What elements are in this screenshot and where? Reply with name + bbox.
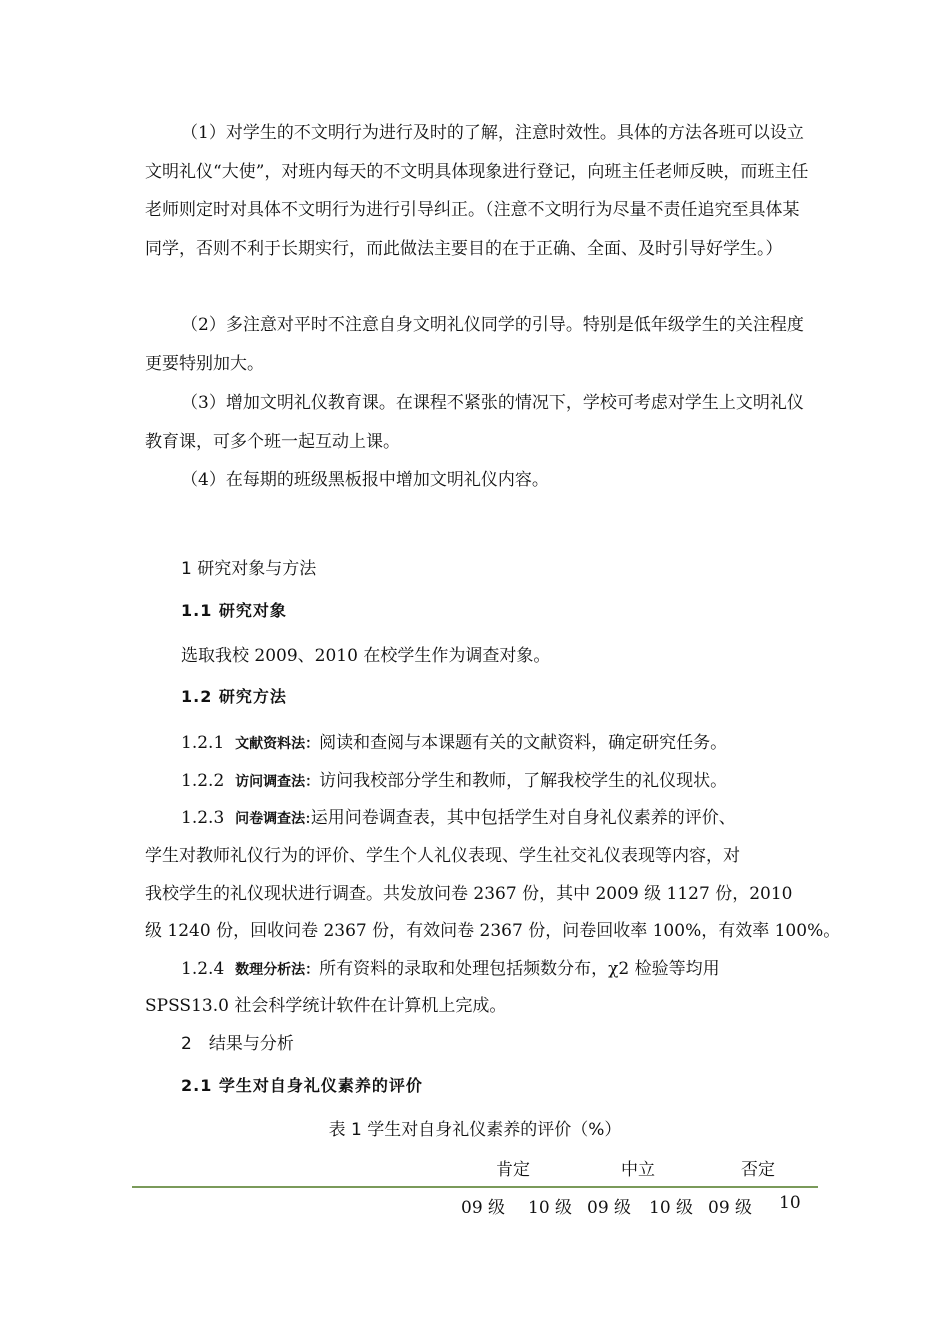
method-2-number: 1.2.2 bbox=[181, 771, 225, 791]
subsection-1-1-heading: 1.1 研究对象 bbox=[181, 601, 287, 620]
section-1-heading: 1 研究对象与方法 bbox=[181, 559, 317, 579]
section-2-heading: 2 结果与分析 bbox=[181, 1034, 294, 1054]
method-1-term: 文献资料法： bbox=[235, 736, 320, 752]
method-3-line-4: 级 1240 份，回收问卷 2367 份，有效问卷 2367 份，问卷回收率 100%，有效率 100%。 bbox=[145, 921, 841, 941]
table-subheader: 09 级 bbox=[461, 1198, 506, 1218]
method-1-text: 阅读和查阅与本课题有关的文献资料，确定研究任务。 bbox=[319, 733, 728, 753]
method-3-text-line-1: :运用问卷调查表，其中包括学生对自身礼仪素养的评价、 bbox=[305, 808, 736, 828]
method-4-text-line-1: 所有资料的录取和处理包括频数分布，χ2 检验等均用 bbox=[319, 959, 720, 979]
method-3-term: 问卷调查法 bbox=[235, 811, 306, 827]
table-subheader: 09 级 bbox=[587, 1198, 632, 1218]
table-subheader: 09 级 bbox=[708, 1198, 753, 1218]
paragraph-1: （1）对学生的不文明行为进行及时的了解，注意时效性。具体的方法各班可以设立文明礼仪“大使”，对班内每天的不文明具体现象进行登记，向班主任老师反映，而班主任老师则定时对具体不文明行为进行引导纠正。（注意不文明行为尽量不责任追究至具体某同学，否则不利于长期实行，而此做法主要目的在于正确、全面、及时引导好学生。） bbox=[145, 123, 809, 259]
method-1 bbox=[181, 728, 727, 753]
paragraph-4: （4）在每期的班级黑板报中增加文明礼仪内容。 bbox=[181, 470, 549, 490]
method-2-term: 访问调查法： bbox=[235, 774, 320, 790]
table-group-header: 中立 bbox=[621, 1160, 655, 1180]
subsection-2-1-heading: 2.1 学生对自身礼仪素养的评价 bbox=[181, 1076, 423, 1095]
table-group-header: 否定 bbox=[741, 1160, 775, 1180]
method-4-line-1 bbox=[181, 954, 720, 979]
method-4-number: 1.2.4 bbox=[181, 959, 225, 979]
method-3-line-1 bbox=[181, 803, 736, 828]
method-4-line-2: SPSS13.0 社会科学统计软件在计算机上完成。 bbox=[145, 996, 507, 1016]
method-3-line-3: 我校学生的礼仪现状进行调查。共发放问卷 2367 份，其中 2009 级 1127 份，2010 bbox=[145, 884, 793, 904]
subsection-1-2-heading: 1.2 研究方法 bbox=[181, 687, 287, 706]
table-top-rule bbox=[132, 1186, 818, 1188]
method-2 bbox=[181, 766, 727, 791]
method-1-number: 1.2.1 bbox=[181, 733, 225, 753]
table-subheader: 10 级 bbox=[528, 1198, 573, 1218]
table-caption: 表 1 学生对自身礼仪素养的评价（%） bbox=[328, 1120, 622, 1140]
method-4-term: 数理分析法： bbox=[235, 962, 320, 978]
method-3-number: 1.2.3 bbox=[181, 808, 225, 828]
paragraph-2: （2）多注意对平时不注意自身文明礼仪同学的引导。特别是低年级学生的关注程度更要特别加大。 bbox=[145, 315, 804, 374]
subsection-1-1-text: 选取我校 2009、2010 在校学生作为调查对象。 bbox=[181, 646, 551, 666]
table-group-header: 肯定 bbox=[496, 1160, 530, 1180]
paragraph-3: （3）增加文明礼仪教育课。在课程不紧张的情况下，学校可考虑对学生上文明礼仪教育课，可多个班一起互动上课。 bbox=[145, 393, 804, 452]
table-subheader: 10 级 bbox=[649, 1198, 694, 1218]
table-subheader: 10 bbox=[779, 1193, 801, 1213]
method-3-line-2: 学生对教师礼仪行为的评价、学生个人礼仪表现、学生社交礼仪表现等内容，对 bbox=[145, 846, 740, 866]
method-2-text: 访问我校部分学生和教师，了解我校学生的礼仪现状。 bbox=[319, 771, 728, 791]
